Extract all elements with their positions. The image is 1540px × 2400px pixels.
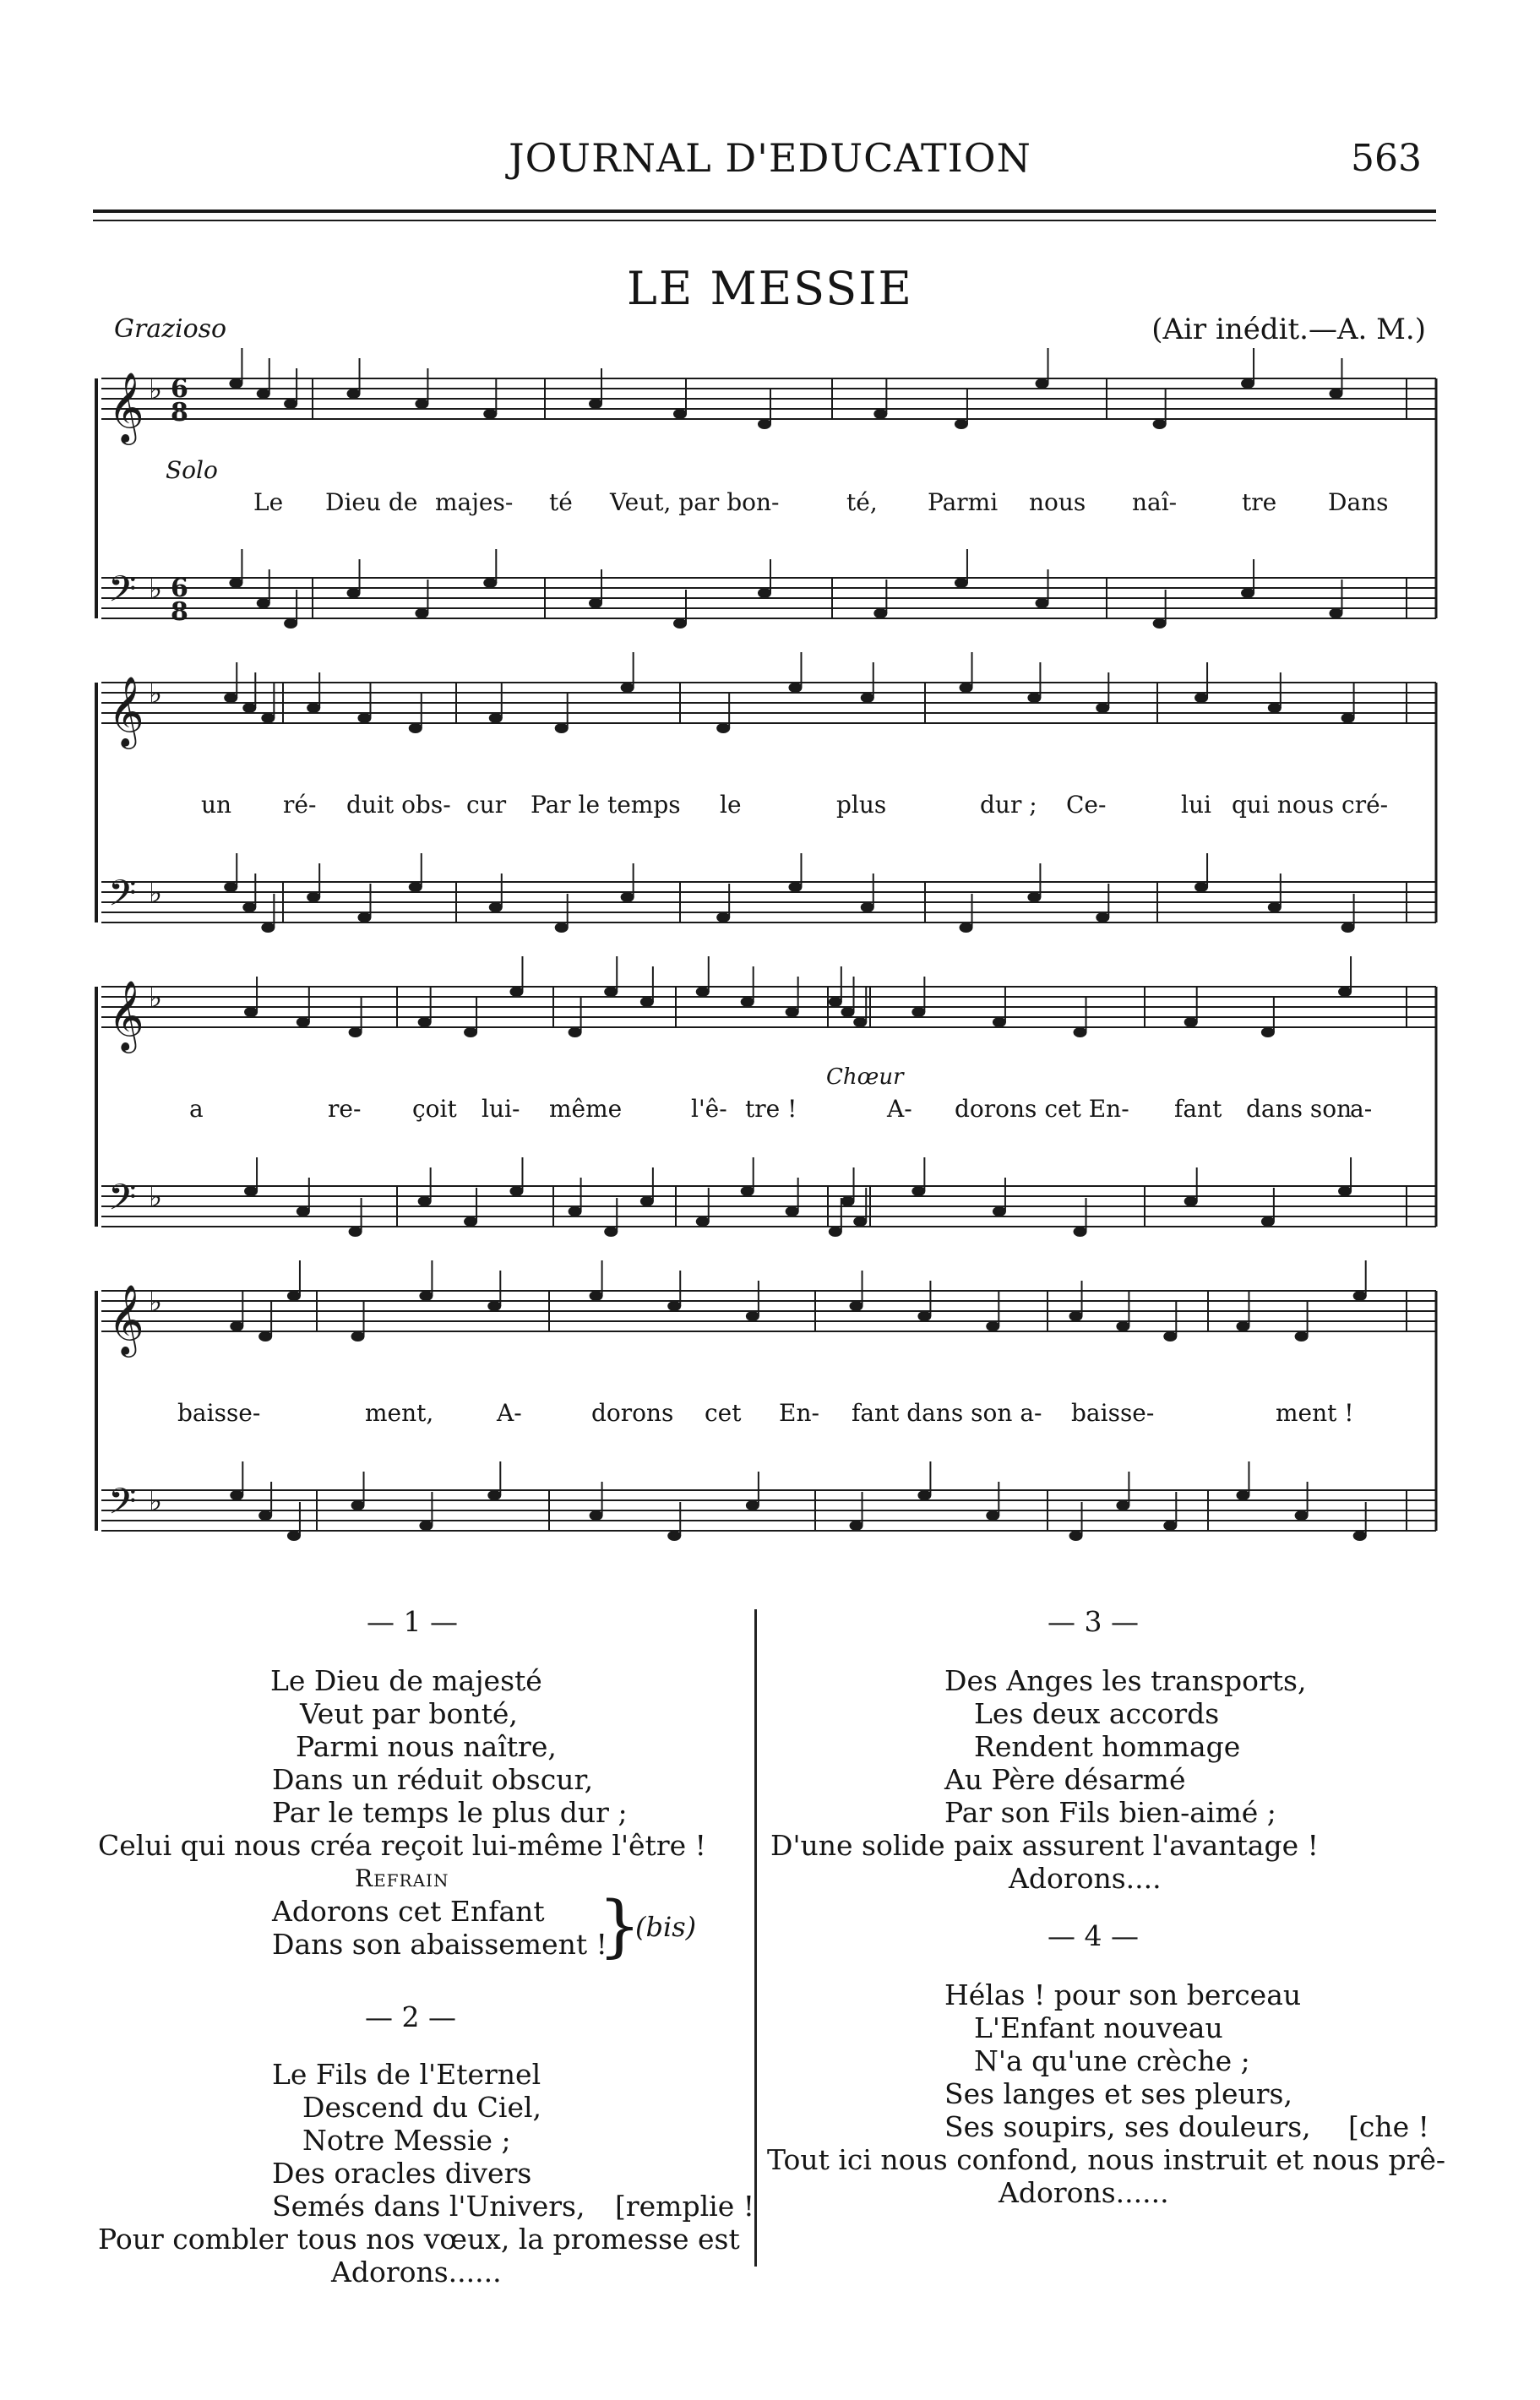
verse-line: D'une solide paix assurent l'avantage ! [770, 1829, 1319, 1862]
bass-note [409, 882, 422, 892]
time-signature-bottom: 8 [171, 398, 188, 427]
treble-note [297, 1017, 310, 1027]
treble-note [640, 997, 654, 1007]
bass-note [746, 1500, 759, 1510]
treble-note [873, 409, 887, 419]
lyric-syllable: l'ê- [691, 1095, 727, 1123]
treble-note [621, 683, 634, 693]
treble-note [1241, 378, 1254, 389]
bass-note [1236, 1490, 1249, 1500]
bass-note [224, 882, 237, 892]
treble-note [758, 419, 771, 429]
verse-2 [93, 2058, 743, 2288]
lyric-syllable: dur ; [980, 791, 1037, 819]
treble-note [829, 997, 842, 1007]
bass-note [555, 922, 569, 933]
bass-note [242, 902, 256, 912]
bass-note [297, 1206, 310, 1216]
verse-line: Adorons.... [1009, 1862, 1162, 1895]
bass-note [464, 1216, 477, 1227]
verse-line: Par le temps le plus dur ; [272, 1796, 628, 1829]
bass-note [1295, 1510, 1309, 1521]
bass-note [955, 578, 968, 588]
treble-note [569, 1027, 582, 1037]
lyric-syllable: plus [836, 791, 887, 819]
treble-note [1353, 1291, 1367, 1301]
bass-note [716, 912, 730, 922]
bass-note [986, 1510, 999, 1521]
treble-note [418, 1017, 432, 1027]
bass-note [307, 892, 320, 902]
treble-note [1184, 1017, 1198, 1027]
treble-clef: 𝄞 [108, 371, 144, 442]
bass-note [1069, 1531, 1083, 1541]
lyric-syllable: Dans [1328, 488, 1389, 516]
treble-note [1338, 987, 1352, 997]
bass-note [1184, 1196, 1198, 1206]
treble-note [1163, 1331, 1177, 1341]
refrain-line: Dans son abaissement ! [272, 1928, 607, 1961]
time-signature-top: 6 [171, 374, 188, 404]
treble-note [261, 713, 275, 723]
lyric-syllable: té, [846, 488, 878, 516]
treble-note [224, 693, 237, 703]
lyric-syllable: duit obs- [346, 791, 451, 819]
bass-clef: 𝄢 [108, 569, 137, 619]
bass-clef: 𝄢 [108, 1481, 137, 1532]
treble-note [1329, 389, 1342, 399]
treble-note [788, 683, 802, 693]
bass-note [853, 1216, 867, 1227]
lyric-syllable: même [549, 1095, 623, 1123]
treble-note [307, 703, 320, 713]
bass-note [841, 1196, 855, 1206]
treble-clef: 𝄞 [108, 979, 144, 1050]
treble-note [1268, 703, 1282, 713]
bass-note [229, 578, 242, 588]
verse-line: Le Dieu de majesté [270, 1664, 542, 1697]
treble-note [590, 1291, 603, 1301]
verse-line: N'a qu'une crèche ; [974, 2044, 1250, 2077]
key-signature-flat: ♭ [149, 1285, 163, 1319]
bass-note [667, 1531, 681, 1541]
verse-line: Veut par bonté, [300, 1697, 518, 1730]
treble-note [911, 1007, 925, 1017]
bass-note [861, 902, 874, 912]
verse-line: Celui qui nous créa reçoit lui-même l'être ! [98, 1829, 706, 1862]
treble-note [1341, 713, 1355, 723]
time-signature-bottom: 8 [171, 597, 188, 627]
lyric-syllable: té [549, 488, 573, 516]
treble-note [741, 997, 754, 1007]
bass-note [357, 912, 371, 922]
bass-note [1338, 1186, 1352, 1196]
lyric-syllable: çoit [412, 1095, 457, 1123]
treble-note [850, 1301, 863, 1311]
treble-note [409, 723, 422, 733]
lyric-syllable: Parmi [928, 488, 999, 516]
treble-note [1027, 693, 1041, 703]
lyric-syllable: le [720, 791, 742, 819]
verse-line: Tout ici nous confond, nous instruit et nous prê- [767, 2143, 1446, 2176]
key-signature-flat: ♭ [149, 981, 163, 1015]
treble-clef: 𝄞 [108, 675, 144, 746]
bass-note [589, 598, 602, 608]
verse-3-number: — 3 — [1048, 1605, 1139, 1638]
treble-note [230, 1321, 243, 1331]
refrain-brace: } [598, 1886, 641, 1965]
bass-note [349, 1227, 362, 1237]
verse-line: Ses soupirs, ses douleurs, [944, 2110, 1311, 2143]
bass-note [483, 578, 497, 588]
treble-note [258, 1331, 272, 1341]
lyric-syllable: nous [1029, 488, 1086, 516]
verse-line: Des oracles divers [272, 2157, 532, 2190]
treble-note [419, 1291, 433, 1301]
bass-note [415, 608, 428, 618]
bass-note [873, 608, 887, 618]
bass-note [347, 588, 361, 598]
verse-line: Hélas ! pour son berceau [944, 1978, 1302, 2011]
bass-note [850, 1521, 863, 1531]
treble-note [244, 1007, 258, 1017]
verse-line: Adorons...... [999, 2176, 1169, 2209]
bass-note [829, 1227, 842, 1237]
lyric-syllable: Par le temps [531, 791, 681, 819]
treble-note [1236, 1321, 1249, 1331]
lyric-syllable: a- [1350, 1095, 1373, 1123]
lyric-syllable: Le [253, 488, 284, 516]
bass-note [244, 1186, 258, 1196]
treble-note [986, 1321, 999, 1331]
treble-note [841, 1007, 855, 1017]
bass-note [741, 1186, 754, 1196]
bass-note [287, 1531, 301, 1541]
bass-note [1329, 608, 1342, 618]
lyric-syllable: ment, [365, 1399, 434, 1427]
treble-note [917, 1311, 931, 1321]
treble-note [1116, 1321, 1129, 1331]
key-signature-flat: ♭ [149, 876, 163, 910]
verse-4 [767, 1978, 1446, 2209]
bass-note [1096, 912, 1109, 922]
verse-line: Par son Fils bien-aimé ; [944, 1796, 1276, 1829]
lyric-syllable: En- [779, 1399, 819, 1427]
refrain-line: Adorons cet Enfant [272, 1895, 545, 1928]
key-signature-flat: ♭ [149, 1484, 163, 1518]
lyric-syllable: dorons cet En- [955, 1095, 1129, 1123]
bass-note [261, 922, 275, 933]
lyric-syllable: fant [1174, 1095, 1222, 1123]
lyric-syllable: fant dans son a- [852, 1399, 1042, 1427]
treble-note [357, 713, 371, 723]
treble-note [257, 389, 270, 399]
treble-note [993, 1017, 1006, 1027]
verse-line: Semés dans l'Univers, [272, 2190, 585, 2223]
treble-clef: 𝄞 [108, 1283, 144, 1354]
tempo-marking: Grazioso [114, 314, 227, 344]
lyric-syllable: ment ! [1276, 1399, 1354, 1427]
journal-title: JOURNAL D'EDUCATION [509, 135, 1031, 181]
song-attribution: (Air inédit.—A. M.) [1151, 313, 1426, 346]
bass-note [1241, 588, 1254, 598]
bass-note [640, 1196, 654, 1206]
bass-note [1261, 1216, 1275, 1227]
verse-2-overflow: [remplie ! [615, 2190, 754, 2223]
treble-note [509, 987, 523, 997]
verse-4-number: — 4 — [1048, 1919, 1139, 1952]
bass-note [258, 1510, 272, 1521]
verse-line: Le Fils de l'Eternel [272, 2058, 541, 2091]
bass-note [917, 1490, 931, 1500]
bis-marker: (bis) [635, 1911, 697, 1943]
treble-note [1036, 378, 1049, 389]
lyric-syllable: naî- [1132, 488, 1178, 516]
bass-note [993, 1206, 1006, 1216]
treble-note [853, 1017, 867, 1027]
key-signature-flat: ♭ [149, 572, 163, 606]
chorus-label: Chœur [826, 1064, 904, 1090]
treble-note [589, 399, 602, 409]
key-signature-flat: ♭ [149, 1180, 163, 1214]
verse-line: Des Anges les transports, [944, 1664, 1307, 1697]
bass-note [1268, 902, 1282, 912]
verse-line: Pour combler tous nos vœux, la promesse est [98, 2223, 740, 2256]
bass-note [1353, 1531, 1367, 1541]
treble-note [347, 389, 361, 399]
lyric-syllable: cur [466, 791, 507, 819]
bass-note [509, 1186, 523, 1196]
bass-note [786, 1206, 799, 1216]
treble-note [861, 693, 874, 703]
bass-note [489, 902, 503, 912]
verse-line: Parmi nous naître, [296, 1730, 557, 1763]
lyric-syllable: majes- [435, 488, 514, 516]
verse-3 [767, 1664, 1443, 1895]
lyric-syllable: Veut, par bon- [610, 488, 780, 516]
bass-note [230, 1490, 243, 1500]
treble-note [415, 399, 428, 409]
bass-note [1074, 1227, 1087, 1237]
bass-note [569, 1206, 582, 1216]
treble-note [716, 723, 730, 733]
bass-note [351, 1500, 365, 1510]
lyric-syllable: Ce- [1066, 791, 1107, 819]
lyric-syllable: A- [497, 1399, 522, 1427]
lyric-syllable: lui- [482, 1095, 520, 1123]
lyric-syllable: baisse- [1071, 1399, 1155, 1427]
treble-note [1096, 703, 1109, 713]
lyric-syllable: dorons [591, 1399, 674, 1427]
verse-line: Ses langes et ses pleurs, [944, 2077, 1292, 2110]
lyric-syllable: baisse- [177, 1399, 261, 1427]
verse-line: Les deux accords [974, 1697, 1220, 1730]
key-signature-flat: ♭ [149, 373, 163, 406]
treble-note [696, 987, 710, 997]
verse-2-number: — 2 — [365, 2000, 456, 2033]
verse-line: L'Enfant nouveau [974, 2011, 1223, 2044]
treble-note [955, 419, 968, 429]
bass-note [621, 892, 634, 902]
key-signature-flat: ♭ [149, 677, 163, 710]
treble-note [489, 713, 503, 723]
treble-note [1153, 419, 1167, 429]
verse-line: Descend du Ciel, [302, 2091, 542, 2124]
bass-note [284, 618, 297, 629]
refrain-heading: Refrain [355, 1864, 449, 1892]
treble-note [351, 1331, 365, 1341]
verse-line: Dans un réduit obscur, [272, 1763, 594, 1796]
bass-note [487, 1490, 501, 1500]
solo-label: Solo [166, 456, 218, 484]
bass-clef: 𝄢 [108, 873, 137, 923]
lyric-syllable: lui [1181, 791, 1211, 819]
lyric-syllable: re- [328, 1095, 362, 1123]
column-divider [754, 1609, 757, 2267]
bass-note [1341, 922, 1355, 933]
treble-note [667, 1301, 681, 1311]
treble-note [242, 703, 256, 713]
lyric-syllable: ré- [283, 791, 317, 819]
treble-note [960, 683, 973, 693]
bass-note [419, 1521, 433, 1531]
bass-note [1194, 882, 1208, 892]
treble-note [673, 409, 687, 419]
verse-line: Adorons...... [331, 2256, 502, 2288]
bass-note [1116, 1500, 1129, 1510]
verse-line: Rendent hommage [974, 1730, 1241, 1763]
lyric-syllable: cet [705, 1399, 742, 1427]
lyric-syllable: tre ! [745, 1095, 797, 1123]
bass-note [673, 618, 687, 629]
treble-note [287, 1291, 301, 1301]
treble-note [464, 1027, 477, 1037]
song-title: LE MESSIE [627, 262, 913, 315]
lyric-syllable: dans son [1246, 1095, 1352, 1123]
treble-note [786, 1007, 799, 1017]
treble-note [229, 378, 242, 389]
treble-note [1069, 1311, 1083, 1321]
verse-line: Au Père désarmé [944, 1763, 1186, 1796]
treble-note [284, 399, 297, 409]
treble-note [746, 1311, 759, 1321]
bass-note [418, 1196, 432, 1206]
treble-note [1074, 1027, 1087, 1037]
lyric-syllable: Dieu de [325, 488, 418, 516]
bass-note [257, 598, 270, 608]
bass-note [1163, 1521, 1177, 1531]
page-number: 563 [1351, 137, 1422, 180]
bass-note [696, 1216, 710, 1227]
bass-note [1027, 892, 1041, 902]
lyric-syllable: tre [1242, 488, 1277, 516]
verse-4-overflow: [che ! [1348, 2110, 1429, 2143]
lyric-syllable: A- [887, 1095, 912, 1123]
verse-1-number: — 1 — [367, 1605, 458, 1638]
time-signature-top: 6 [171, 574, 188, 603]
treble-note [349, 1027, 362, 1037]
lyric-syllable: qui nous cré- [1232, 791, 1389, 819]
treble-note [487, 1301, 501, 1311]
treble-note [1194, 693, 1208, 703]
bass-note [604, 1227, 618, 1237]
treble-note [604, 987, 618, 997]
treble-note [483, 409, 497, 419]
bass-note [1036, 598, 1049, 608]
verse-line: Notre Messie ; [302, 2124, 511, 2157]
lyric-syllable: un [201, 791, 232, 819]
treble-note [555, 723, 569, 733]
bass-note [960, 922, 973, 933]
bass-note [788, 882, 802, 892]
lyric-syllable: a [189, 1095, 204, 1123]
treble-note [1261, 1027, 1275, 1037]
bass-note [1153, 618, 1167, 629]
bass-note [911, 1186, 925, 1196]
bass-note [590, 1510, 603, 1521]
bass-note [758, 588, 771, 598]
bass-clef: 𝄢 [108, 1177, 137, 1227]
treble-note [1295, 1331, 1309, 1341]
